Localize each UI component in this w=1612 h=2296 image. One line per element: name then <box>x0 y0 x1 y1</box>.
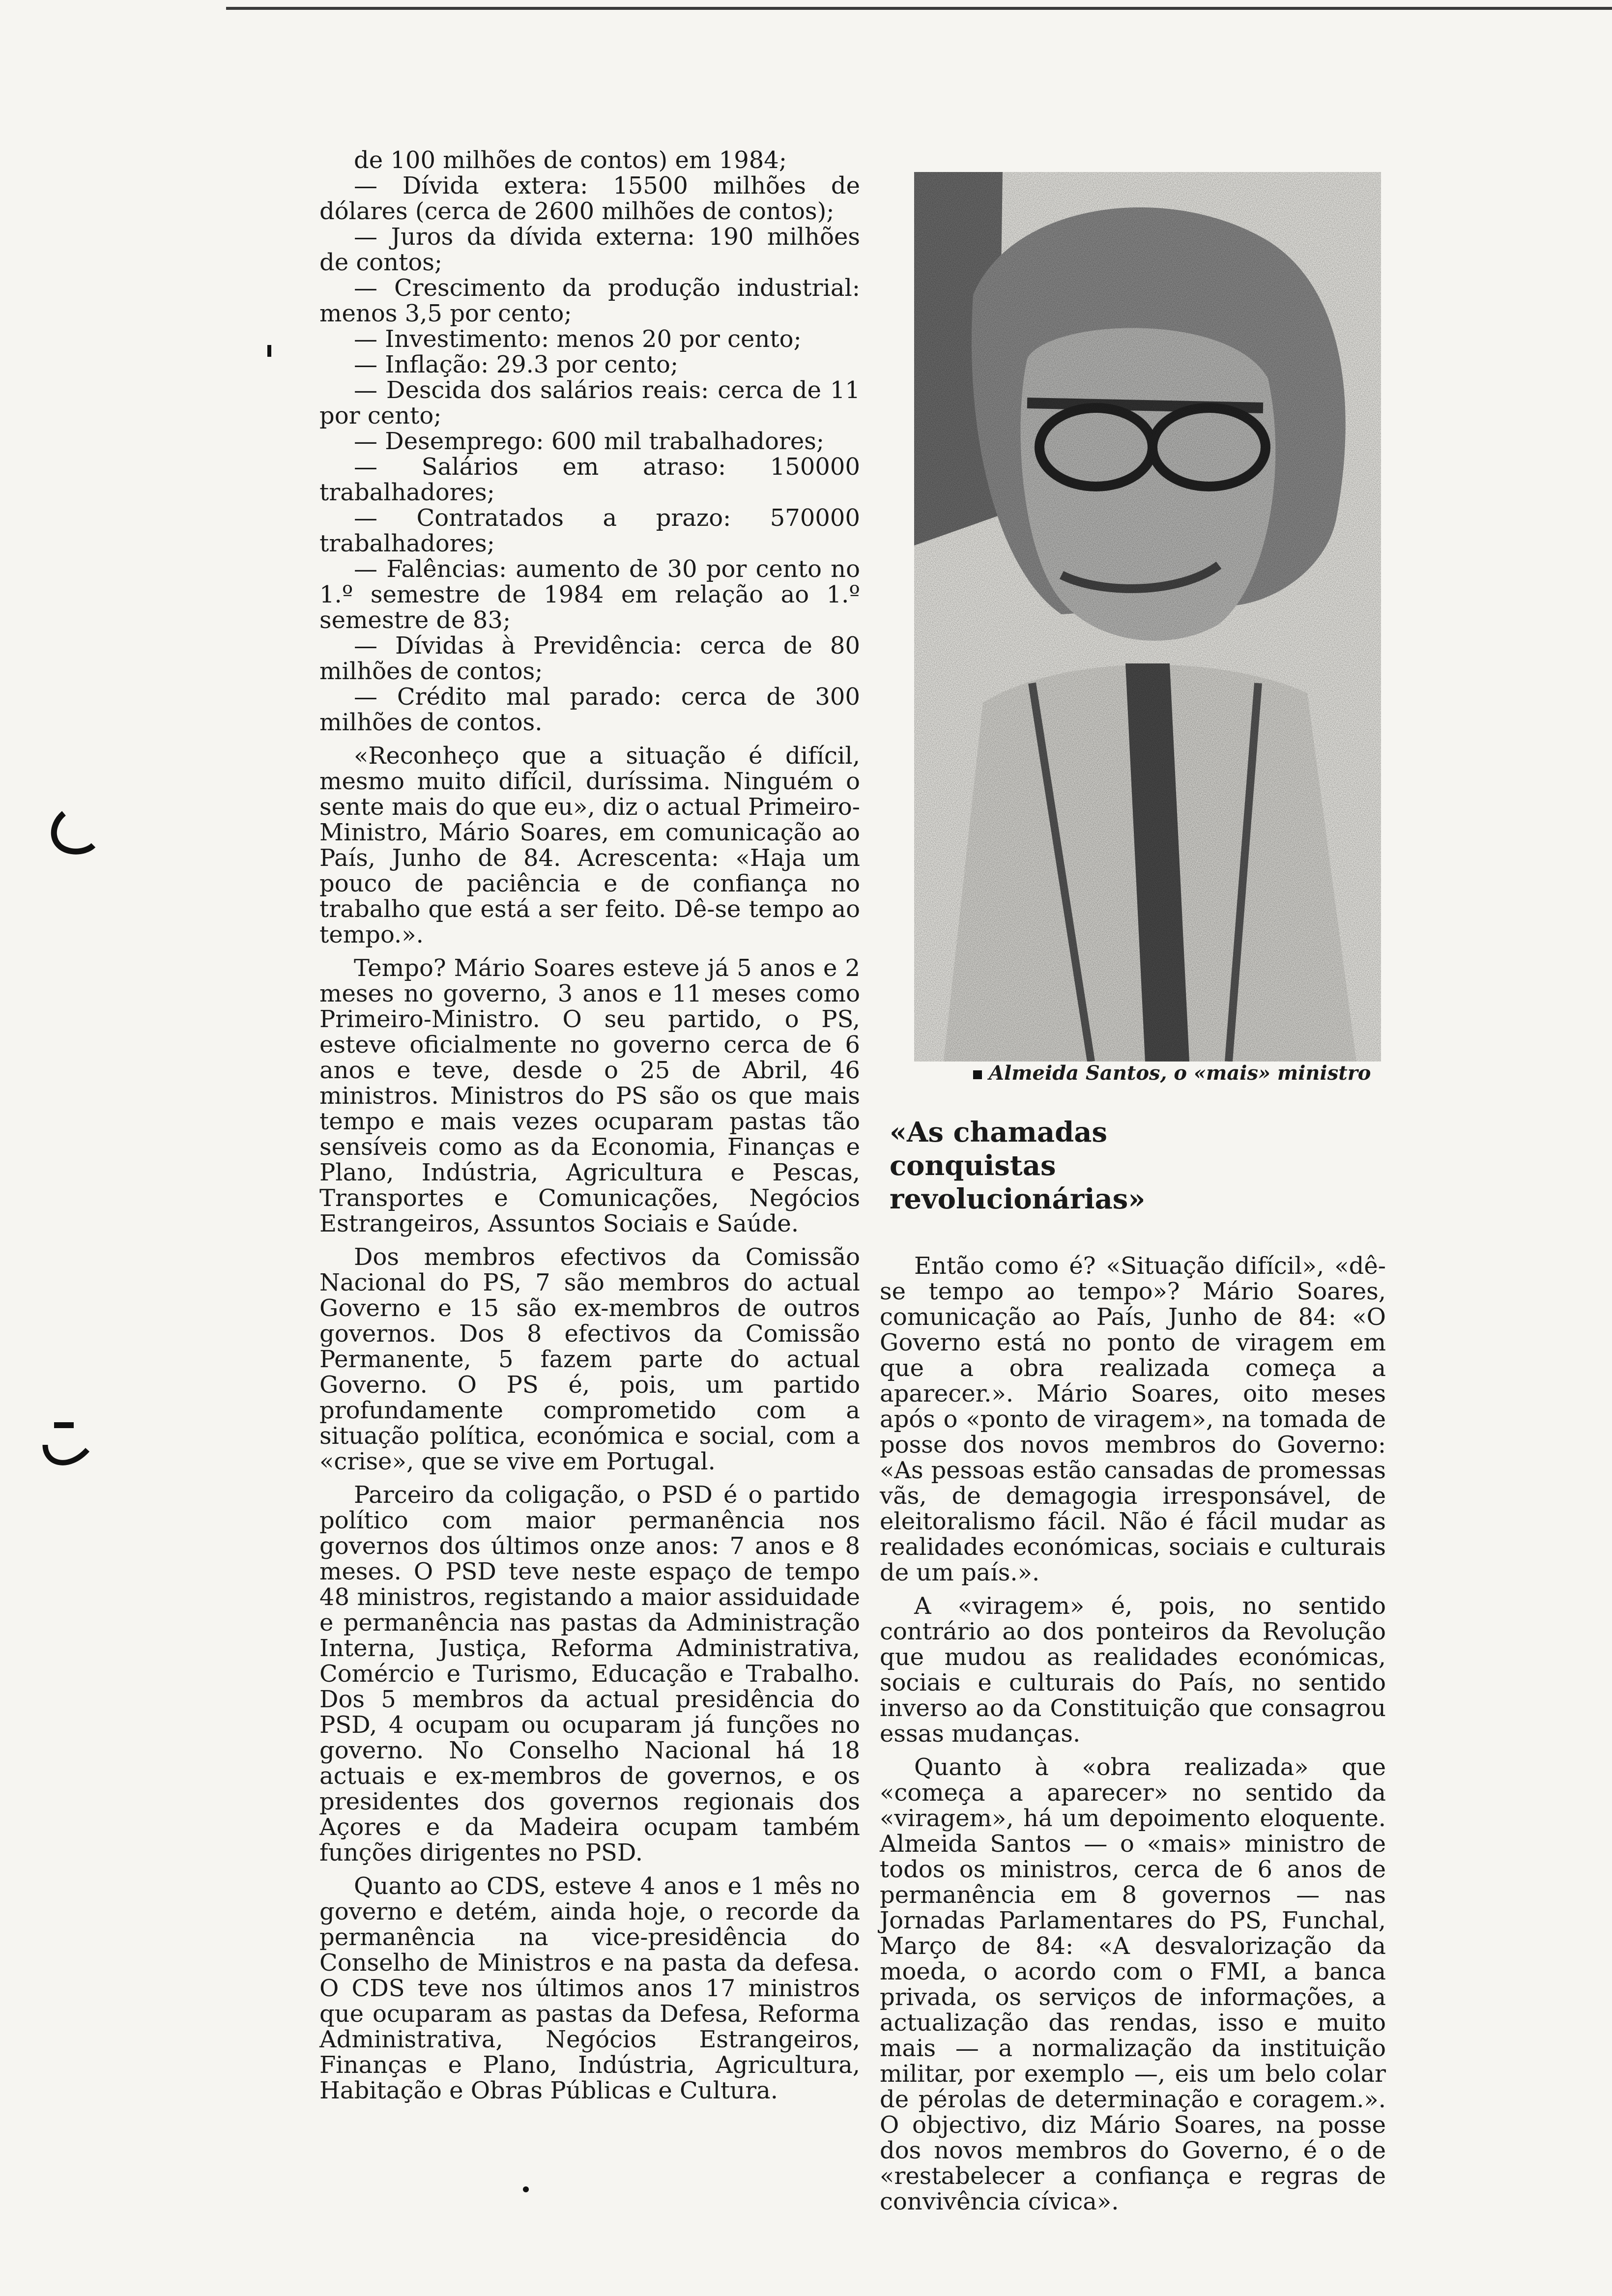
stat-line: — Descida dos salários reais: cerca de 11 por cento; <box>319 376 860 430</box>
stat-line: — Dívida extera: 15500 milhões de dólares (cerca de 2600 milhões de contos); <box>319 172 860 225</box>
paragraph: A «viragem» é, pois, no sentido contrário ao dos ponteiros da Revolução que mudou as realidades económicas, sociais e culturais do País, no sentido inverso ao da Constituição que consagrou essas mudanças. <box>880 1592 1386 1748</box>
stat-line: — Falências: aumento de 30 por cento no 1.º semestre de 1984 em relação ao 1.º semestre de 83; <box>319 555 860 634</box>
stat-line: — Juros da dívida externa: 190 milhões de contos; <box>319 223 860 276</box>
paragraph: Quanto ao CDS, esteve 4 anos e 1 mês no governo e detém, ainda hoje, o recorde da permanência na vice-presidência do Conselho de Ministros e na pasta da defesa. O CDS teve nos últimos anos 17 ministros que ocuparam as pastas da Defesa, Reforma Administrativa, Negócios Estrangeiros, Finanças e Plano, Indústria, Agricultura, Habitação e Obras Públicas e Cultura. <box>319 1872 860 2104</box>
speck <box>521 2184 531 2194</box>
stat-line: — Salários em atraso: 150000 trabalhadores; <box>319 453 860 506</box>
binder-hole-mark <box>44 806 98 860</box>
right-column <box>880 1253 1386 2214</box>
stat-line: — Investimento: menos 20 por cento; <box>354 325 802 353</box>
paragraph: Tempo? Mário Soares esteve já 5 anos e 2 meses no governo, 3 anos e 11 meses como Primeiro-Ministro. O seu partido, o PS, esteve oficialmente no governo cerca de 6 anos e teve, desde o 25 de Abril, 46 ministros. Ministros do PS são os que mais tempo e mais vezes ocuparam pastas tão sensíveis como as da Economia, Finanças e Plano, Indústria, Agricultura e Pescas, Transportes e Comunicações, Negócios Estrangeiros, Assuntos Sociais e Saúde. <box>319 954 860 1237</box>
subheading <box>890 1116 1243 1216</box>
stat-line: — Dívidas à Previdência: cerca de 80 milhões de contos; <box>319 632 860 685</box>
subheading-text: «As chamadas conquistas revolucionárias» <box>890 1116 1146 1215</box>
binder-hole-mark <box>39 1415 93 1479</box>
paragraph: Dos membros efectivos da Comissão Nacional do PS, 7 são membros do actual Governo e 15 são ex-membros de outros governos. Dos 8 efectivos da Comissão Permanente, 5 fazem parte do actual Governo. O PS é, pois, um partido profundamente comprometido com a situação política, económica e social, com a «crise», que se vive em Portugal. <box>319 1243 860 1475</box>
stat-line: — Inflação: 29.3 por cento; <box>354 351 679 378</box>
stat-line: — Desemprego: 600 mil trabalhadores; <box>354 428 825 455</box>
caption-text: Almeida Santos, o «mais» ministro <box>989 1062 1371 1085</box>
paragraph: Então como é? «Situação difícil», «dê-se tempo ao tempo»? Mário Soares, comunicação ao País, Junho de 84: «O Governo está no ponto de viragem em que a obra realizada começa a aparecer.». Mário Soares, oito meses após o «ponto de viragem», na tomada de posse dos novos membros do Governo: «As pessoas estão cansadas de promessas vãs, de demagogia irresponsável, de eleitoralismo fácil. Não é fácil mudar as realidades económicas, sociais e culturais de um país.». <box>880 1252 1386 1586</box>
speck <box>265 344 275 359</box>
stat-line: — Crédito mal parado: cerca de 300 milhões de contos. <box>319 683 860 736</box>
photo-caption <box>973 1062 1396 1085</box>
top-rule <box>226 7 1612 10</box>
stat-line: — Crescimento da produção industrial: menos 3,5 por cento; <box>319 274 860 327</box>
stat-line: de 100 milhões de contos) em 1984; <box>354 146 787 174</box>
stat-line: — Contratados a prazo: 570000 trabalhadores; <box>319 504 860 557</box>
portrait-photo <box>914 172 1381 1062</box>
left-column <box>319 147 860 2103</box>
paragraph: Parceiro da coligação, o PSD é o partido político com maior permanência nos governos dos últimos onze anos: 7 anos e 8 meses. O PSD teve neste espaço de tempo 48 ministros, registando a maior assiduidade e permanência nas pastas da Administração Interna, Justiça, Reforma Administrativa, Comércio e Turismo, Educação e Trabalho. Dos 5 membros da actual presidência do PSD, 4 ocupam ou ocuparam já funções no governo. No Conselho Nacional há 18 actuais e ex-membros de governos, e os presidentes dos governos regionais dos Açores e da Madeira ocupam também funções dirigentes no PSD. <box>319 1481 860 1866</box>
caption-bullet-icon <box>973 1070 982 1079</box>
paragraph: «Reconheço que a situação é difícil, mesmo muito difícil, duríssima. Ninguém o sente mais do que eu», diz o actual Primeiro-Ministro, Mário Soares, em comunicação ao País, Junho de 84. Acrescenta: «Haja um pouco de paciência e de confiança no trabalho que está a ser feito. Dê-se tempo ao tempo.». <box>319 742 860 948</box>
paragraph: Quanto à «obra realizada» que «começa a aparecer» no sentido da «viragem», há um depoimento eloquente. Almeida Santos — o «mais» ministro de todos os ministros, cerca de 6 anos de permanência em 8 governos — nas Jornadas Parlamentares do PS, Funchal, Março de 84: «A desvalorização da moeda, o acordo com o FMI, a banca privada, os serviços de informações, a actualização das rendas, isso e muito mais — a normalização da instituição militar, por exemplo —, eis um belo colar de pérolas de determinação e coragem.». O objectivo, diz Mário Soares, na posse dos novos membros do Governo, é o de «restabelecer a confiança e regras de convivência cívica». <box>880 1753 1386 2215</box>
